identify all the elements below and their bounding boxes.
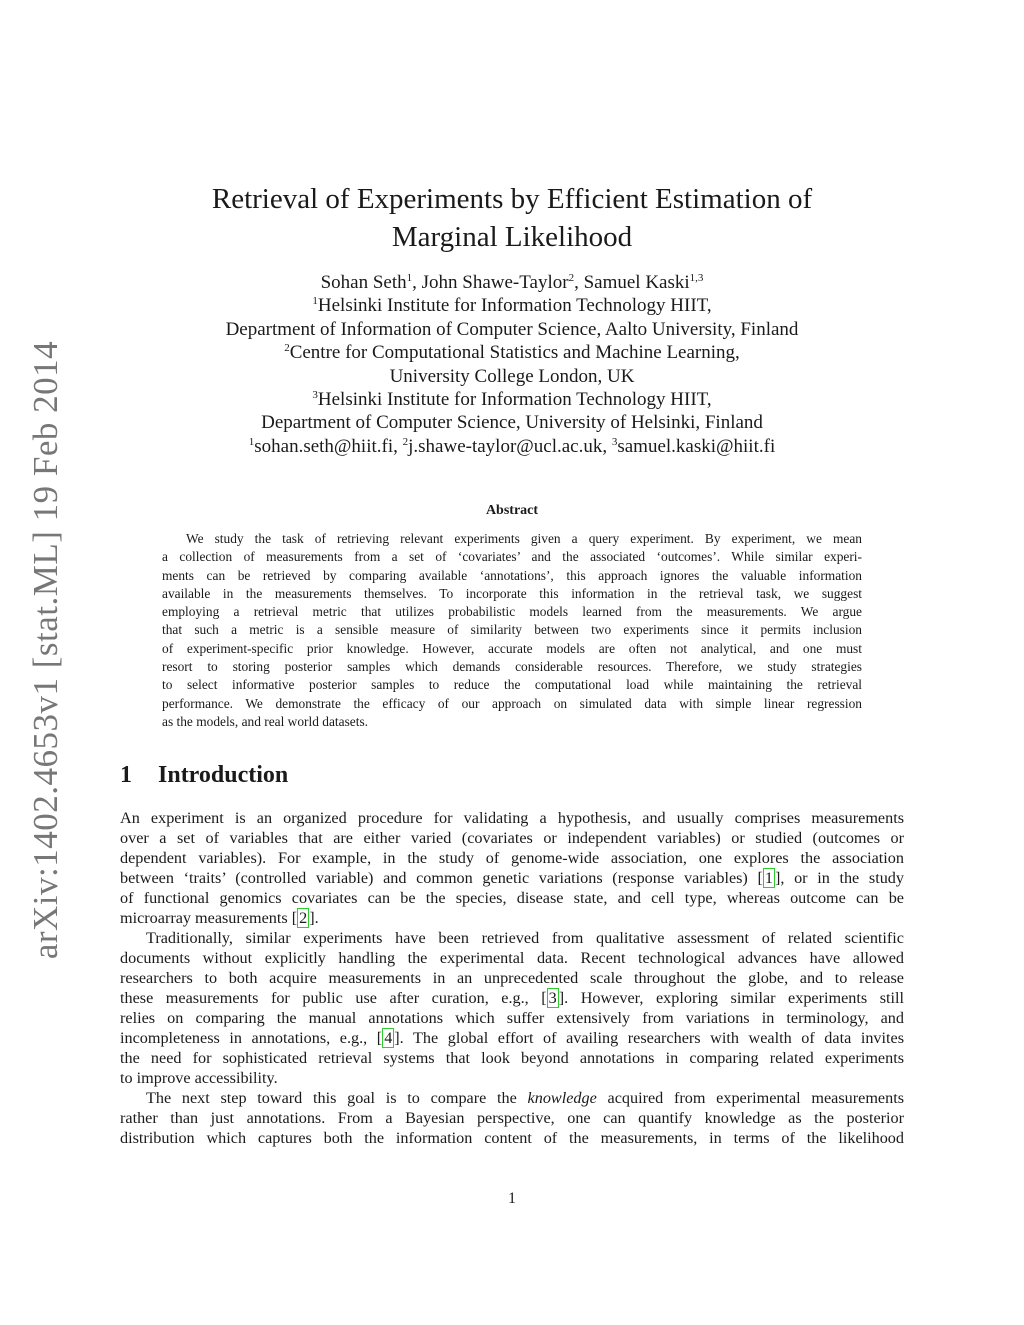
title-line-2: Marginal Likelihood [391, 221, 633, 253]
citation-link-4[interactable]: 4 [384, 1029, 393, 1047]
abstract-line: to select informative posterior samples to reduce the computational load while maintaining the retrieval [162, 677, 862, 693]
abstract-line: We study the task of retrieving relevant experiments given a query experiment. By experiment, we mean [186, 531, 862, 546]
body-line [120, 908, 904, 928]
body-text: ]. The global effort of availing researchers with wealth of data invites [394, 1029, 904, 1047]
body-line [120, 868, 904, 888]
abstract-line: employing a retrieval metric that utilizes probabilistic models learned from the measurements. We argue [162, 604, 862, 620]
author-names: Sohan Seth$^1$, John Shawe-Taylor$^2$, Samuel Kaski$^{1,3}$ [320, 272, 704, 293]
citation-link-2[interactable]: 2 [299, 909, 308, 927]
abstract-line: available in the measurements themselves. To incorporate this information in the retrieval task, we suggest [162, 585, 862, 601]
body-text: between ‘traits’ (controlled variable) and common genetic variations (response variables) [ [120, 869, 763, 887]
abstract-line: performance. We demonstrate the efficacy of our approach on simulated data with simple linear regression [162, 695, 862, 711]
body-text: microarray measurements [ [120, 909, 298, 927]
section-number: 1 [120, 762, 132, 788]
affiliation-1-sup: 1 [312, 295, 318, 308]
citation-link-1[interactable]: 1 [764, 869, 773, 887]
body-text: The next step toward this goal is to compare the [146, 1089, 528, 1107]
affiliation-1-text: Helsinki Institute for Information Technology HIIT, [317, 295, 712, 317]
page-number: 1 [508, 1190, 516, 1207]
affiliation-2-text: Centre for Computational Statistics and Machine Learning, [289, 342, 740, 364]
body-text: acquired from experimental measurements [596, 1089, 904, 1107]
affiliation-3-line-2: Department of Computer Science, University of Helsinki, Finland [261, 412, 763, 434]
section-title: Introduction [158, 762, 289, 788]
body-line: dependent variables). For example, in the study of genome-wide association, one explores the association [120, 849, 904, 867]
affiliation-1-line-1 [0, 294, 1024, 317]
body-line [120, 1088, 904, 1108]
body-text: ]. However, exploring similar experiments still [558, 989, 905, 1007]
body-line: Traditionally, similar experiments have been retrieved from qualitative assessment of related scientific [146, 929, 904, 947]
body-line: over a set of variables that are either varied (covariates or independent variables) or studied (outcomes or [120, 829, 904, 847]
email-2: j.shawe-taylor@ucl.ac.uk, [408, 435, 608, 457]
author-2: John Shawe-Taylor [421, 272, 569, 293]
paper-title [0, 180, 1024, 256]
body-line [120, 988, 904, 1008]
body-line: distribution which captures both the information content of the measurements, in terms of the likelihood [120, 1129, 904, 1147]
email-1-sup: 1 [248, 435, 255, 448]
email-1: sohan.seth@hiit.fi, [254, 435, 398, 457]
abstract-body [162, 530, 862, 731]
introduction-body [120, 808, 904, 1148]
body-line: documents without explicitly handling the experimental data. Recent technological advances have allowed [120, 949, 904, 967]
author-emails [0, 435, 1024, 458]
body-line: An experiment is an organized procedure for validating a hypothesis, and usually comprises measurements [120, 809, 904, 827]
body-line: rather than just annotations. From a Bayesian perspective, one can quantify knowledge as the posterior [120, 1109, 904, 1127]
author-1: Sohan Seth [320, 272, 407, 293]
author-2-sup: 2 [568, 272, 575, 284]
body-text: ]. [309, 909, 319, 927]
affiliation-3-line-1 [0, 388, 1024, 411]
body-line: to improve accessibility. [120, 1069, 278, 1087]
abstract-heading: Abstract [485, 503, 539, 518]
author-block [0, 271, 1024, 458]
body-line: of functional genomics covariates can be the species, disease state, and cell type, whereas outcome can be [120, 889, 904, 907]
body-line: the need for sophisticated retrieval systems that look beyond annotations in comparing related experiments [120, 1049, 904, 1067]
affiliation-2-line-2: University College London, UK [389, 365, 635, 387]
body-text: these measurements for public use after curation, e.g., [ [120, 989, 547, 1007]
affiliation-2-line-1 [0, 341, 1024, 364]
abstract-line: that such a metric is a sensible measure of similarity between two experiments since it permits inclusion [162, 622, 862, 638]
arxiv-identifier: arXiv:1402.4653v1 [stat.ML] 19 Feb 2014 [26, 340, 65, 960]
body-line: relies on comparing the manual annotations which suffer extensively from variations in terminology, and [120, 1009, 904, 1027]
affiliation-2-sup: 2 [284, 342, 290, 355]
author-3-sup: 1,3 [689, 272, 704, 284]
abstract-line: resort to storing posterior samples which demands considerable resources. Therefore, we study strategies [162, 659, 862, 675]
title-line-1: Retrieval of Experiments by Efficient Estimation of [211, 183, 813, 215]
abstract-line: a collection of measurements from a set of ‘covariates’ and the associated ‘outcomes’. While similar experi- [162, 549, 862, 565]
body-line: researchers to both acquire measurements in an unprecedented scale throughout the globe, and to release [120, 969, 904, 987]
citation-link-3[interactable]: 3 [548, 989, 557, 1007]
affiliation-3-sup: 3 [312, 389, 318, 402]
abstract-line: ments can be retrieved by comparing available ‘annotations’, this approach ignores the valuable information [162, 567, 862, 583]
affiliation-1-line-2: Department of Information of Computer Science, Aalto University, Finland [225, 318, 799, 340]
email-3: samuel.kaski@hiit.fi [617, 435, 776, 457]
body-line [120, 1028, 904, 1048]
author-3: Samuel Kaski [583, 272, 690, 293]
abstract-line: as the models, and real world datasets. [162, 713, 369, 729]
section-heading-introduction [120, 762, 288, 789]
email-2-sup: 2 [402, 435, 409, 448]
email-3-sup: 3 [611, 435, 618, 448]
author-1-sup: 1 [406, 272, 413, 284]
abstract-line: of experiment-specific prior knowledge. However, accurate models are often not analytical, and one must [162, 640, 862, 656]
emphasis-knowledge: knowledge [527, 1089, 597, 1107]
body-text: ], or in the study [774, 869, 904, 887]
body-text: incompleteness in annotations, e.g., [ [120, 1029, 383, 1047]
affiliation-3-text: Helsinki Institute for Information Technology HIIT, [317, 389, 712, 411]
